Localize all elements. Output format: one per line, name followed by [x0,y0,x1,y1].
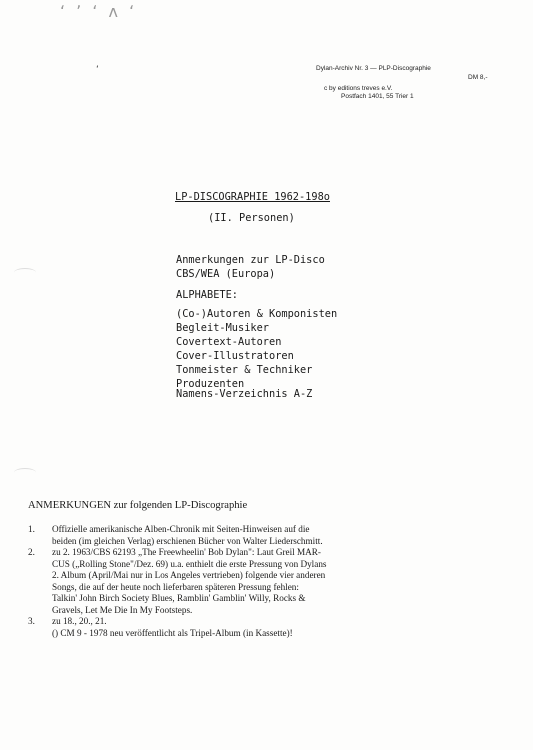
alphabet-list [176,307,337,391]
annotation-line: beiden (im gleichen Verlag) erschienen Bücher von Walter Liederschmitt. [52,535,323,546]
pen-tick-mark: ʻ [96,65,99,75]
annotation-number: 3. [28,616,35,626]
index-line: Namens-Verzeichnis A-Z [176,388,313,400]
alphabet-item: Cover-Illustratoren [176,350,294,362]
page-title: LP-DISCOGRAPHIE 1962-198o [175,191,330,203]
annotation-line: () CM 9 - 1978 neu veröffentlicht als Tripel-Album (in Kassette)! [52,627,293,638]
annotation-line: Gravels, Let Me Die In My Footsteps. [52,604,193,615]
corner-pen-marks: ʻ ʼ ʻ ʌ ʻ [60,2,138,21]
alphabet-item: Begleit-Musiker [176,322,269,334]
alphabet-item: (Co-)Autoren & Komponisten [176,308,338,320]
imprint-address: Postfach 1401, 55 Trier 1 [341,93,414,100]
page-subtitle: (II. Personen) [208,212,295,224]
annotation-line: zu 2. 1963/CBS 62193 „The Freewheelin' Bob Dylan": Laut Greil MAR- [52,547,321,557]
alphabet-heading: ALPHABETE: [176,289,238,301]
annotation-line: Songs, die auf der heute noch lieferbaren späteren Pressung fehlen: [52,581,299,592]
annotation-line: CUS („Rolling Stone"/Dez. 69) u.a. enthielt die erste Pressung von Dylans [52,558,327,569]
annotation-line: Offizielle amerikanische Alben-Chronik mit Seiten-Hinweisen auf die [52,524,310,534]
annotation-number: 1. [28,524,35,534]
imprint-copyright: c by editions treves e.V. [324,85,393,92]
imprint-series-line: Dylan-Archiv Nr. 3 — PLP-Discographie [316,65,431,72]
annotation-line: 2. Album (April/Mai nur in Los Angeles vertrieben) folgende vier anderen [52,570,326,580]
punch-hole-shadow [14,268,36,277]
notes-block [176,253,325,281]
alphabet-item: Produzenten [176,378,245,390]
alphabet-item: Covertext-Autoren [176,336,282,348]
annotation-line: Talkin' John Birch Society Blues, Ramblin' Gamblin' Willy, Rocks & [52,593,306,603]
notes-line: CBS/WEA (Europa) [176,268,276,280]
alphabet-item: Tonmeister & Techniker [176,364,313,376]
notes-line: Anmerkungen zur LP-Disco [176,254,325,266]
annotation-item [28,616,358,639]
punch-hole-shadow [14,468,36,477]
annotation-line: zu 18., 20., 21. [52,616,107,626]
imprint-price: DM 8,- [468,74,488,81]
annotations-heading: ANMERKUNGEN zur folgenden LP-Discographie [28,500,248,511]
annotation-item [28,524,358,547]
annotations-list [28,524,358,639]
annotation-item [28,547,358,616]
annotation-number: 2. [28,547,35,557]
